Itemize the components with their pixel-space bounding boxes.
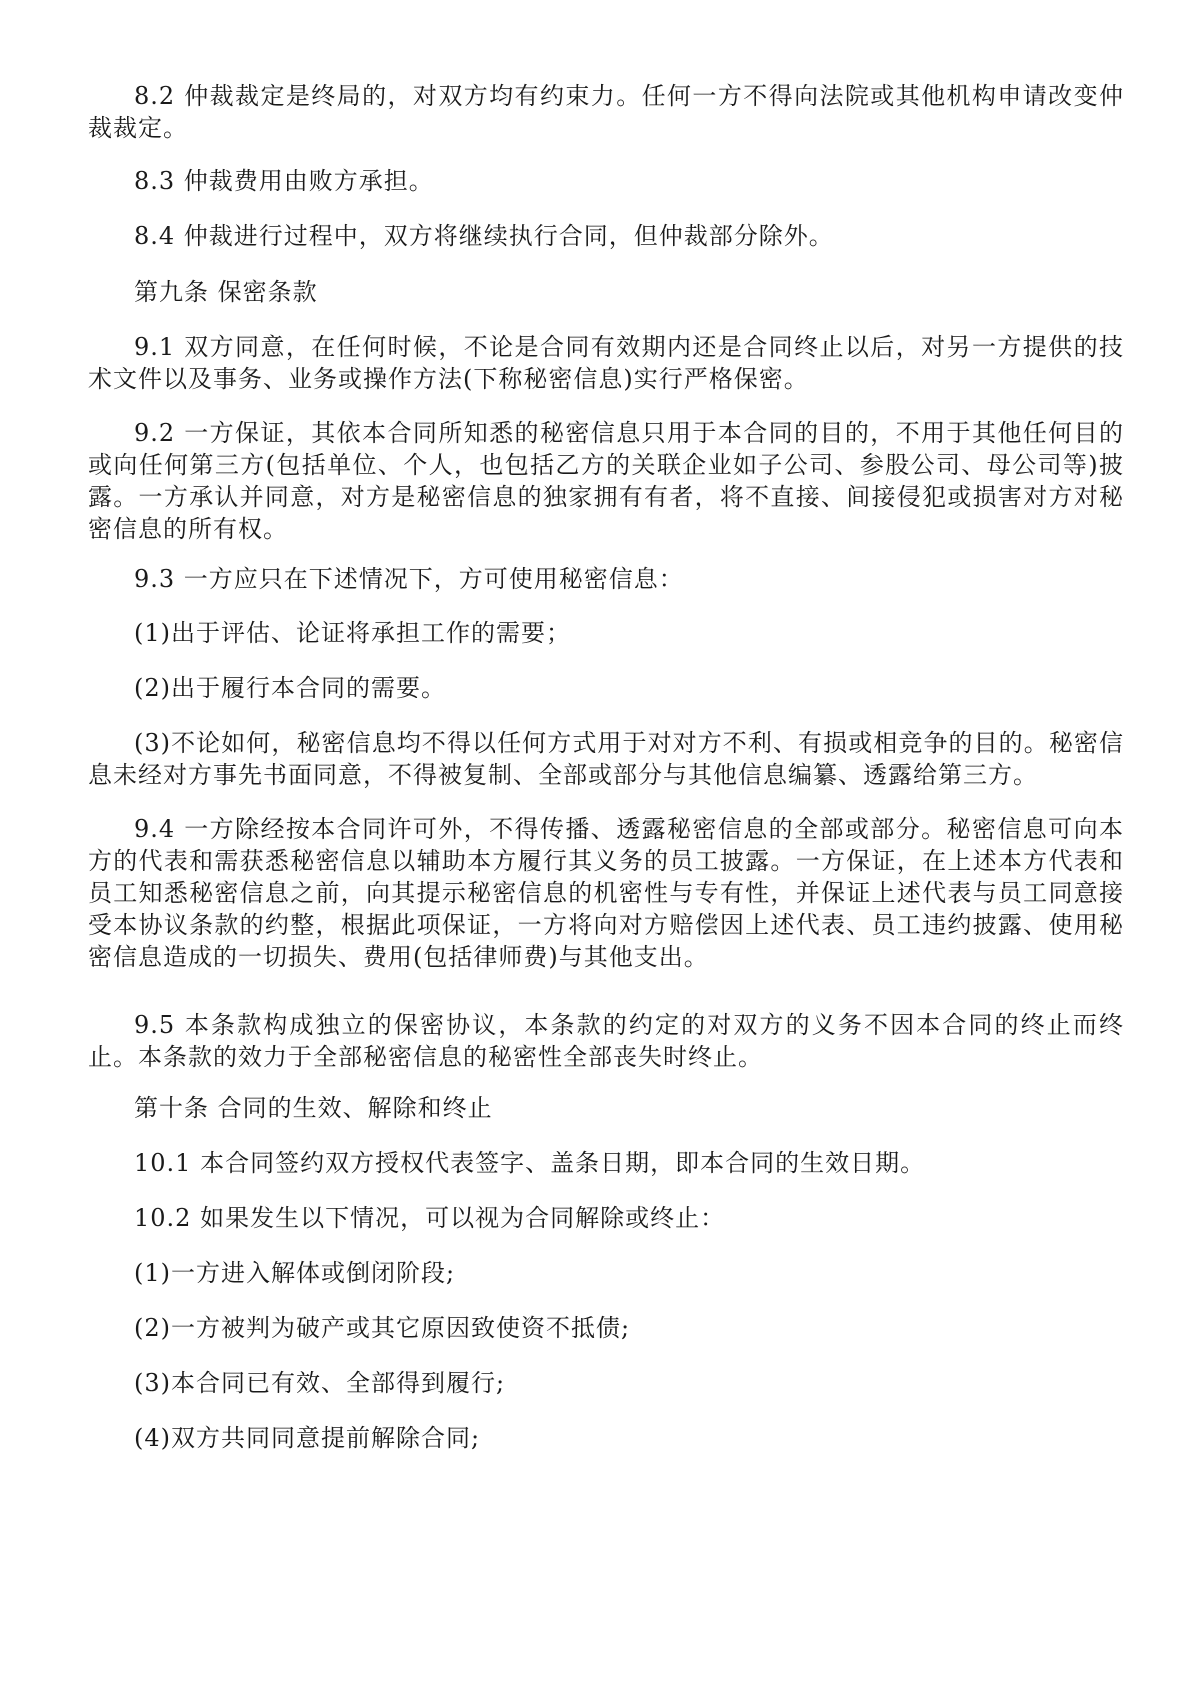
clause-10-1: 10.1 本合同签约双方授权代表签字、盖条日期，即本合同的生效日期。 [134, 1149, 926, 1177]
article-10-heading: 第十条 合同的生效、解除和终止 [134, 1094, 493, 1122]
clause-10-2-item-4: (4)双方共同同意提前解除合同; [134, 1424, 481, 1452]
clause-9-3-item-3: (3)不论如何，秘密信息均不得以任何方式用于对对方不利、有损或相竞争的目的。秘密信息未经对方事先书面同意，不得被复制、全部或部分与其他信息编纂、透露给第三方。 [88, 729, 1124, 789]
article-9-heading: 第九条 保密条款 [134, 278, 318, 306]
clause-9-3-item-2: (2)出于履行本合同的需要。 [134, 674, 446, 702]
clause-9-1: 9.1 双方同意，在任何时候，不论是合同有效期内还是合同终止以后，对另一方提供的技术文件以及事务、业务或操作方法(下称秘密信息)实行严格保密。 [88, 333, 1124, 393]
clause-9-2: 9.2 一方保证，其依本合同所知悉的秘密信息只用于本合同的目的，不用于其他任何目的或向任何第三方(包括单位、个人，也包括乙方的关联企业如子公司、参股公司、母公司等)披露。一方承认并同意，对方是秘密信息的独家拥有有者，将不直接、间接侵犯或损害对方对秘密信息的所有权。 [88, 419, 1124, 543]
clause-10-2: 10.2 如果发生以下情况，可以视为合同解除或终止： [134, 1204, 726, 1232]
clause-9-5: 9.5 本条款构成独立的保密协议，本条款的约定的对双方的义务不因本合同的终止而终止。本条款的效力于全部秘密信息的秘密性全部丧失时终止。 [88, 1011, 1124, 1071]
clause-10-2-item-3: (3)本合同已有效、全部得到履行; [134, 1369, 506, 1397]
clause-8-3: 8.3 仲裁费用由败方承担。 [134, 167, 434, 195]
clause-10-2-item-2: (2)一方被判为破产或其它原因致使资不抵债; [134, 1314, 631, 1342]
clause-9-3: 9.3 一方应只在下述情况下，方可使用秘密信息： [134, 565, 684, 593]
clause-9-4: 9.4 一方除经按本合同许可外，不得传播、透露秘密信息的全部或部分。秘密信息可向本方的代表和需获悉秘密信息以辅助本方履行其义务的员工披露。一方保证，在上述本方代表和员工知悉秘密信息之前，向其提示秘密信息的机密性与专有性，并保证上述代表与员工同意接受本协议条款的约整，根据此项保证，一方将向对方赔偿因上述代表、员工违约披露、使用秘密信息造成的一切损失、费用(包括律师费)与其他支出。 [88, 815, 1124, 971]
clause-10-2-item-1: (1)一方进入解体或倒闭阶段; [134, 1259, 456, 1287]
clause-8-2: 8.2 仲裁裁定是终局的，对双方均有约束力。任何一方不得向法院或其他机构申请改变仲裁裁定。 [88, 82, 1124, 142]
clause-8-4: 8.4 仲裁进行过程中，双方将继续执行合同，但仲裁部分除外。 [134, 222, 834, 250]
clause-9-3-item-1: (1)出于评估、论证将承担工作的需要； [134, 619, 571, 647]
